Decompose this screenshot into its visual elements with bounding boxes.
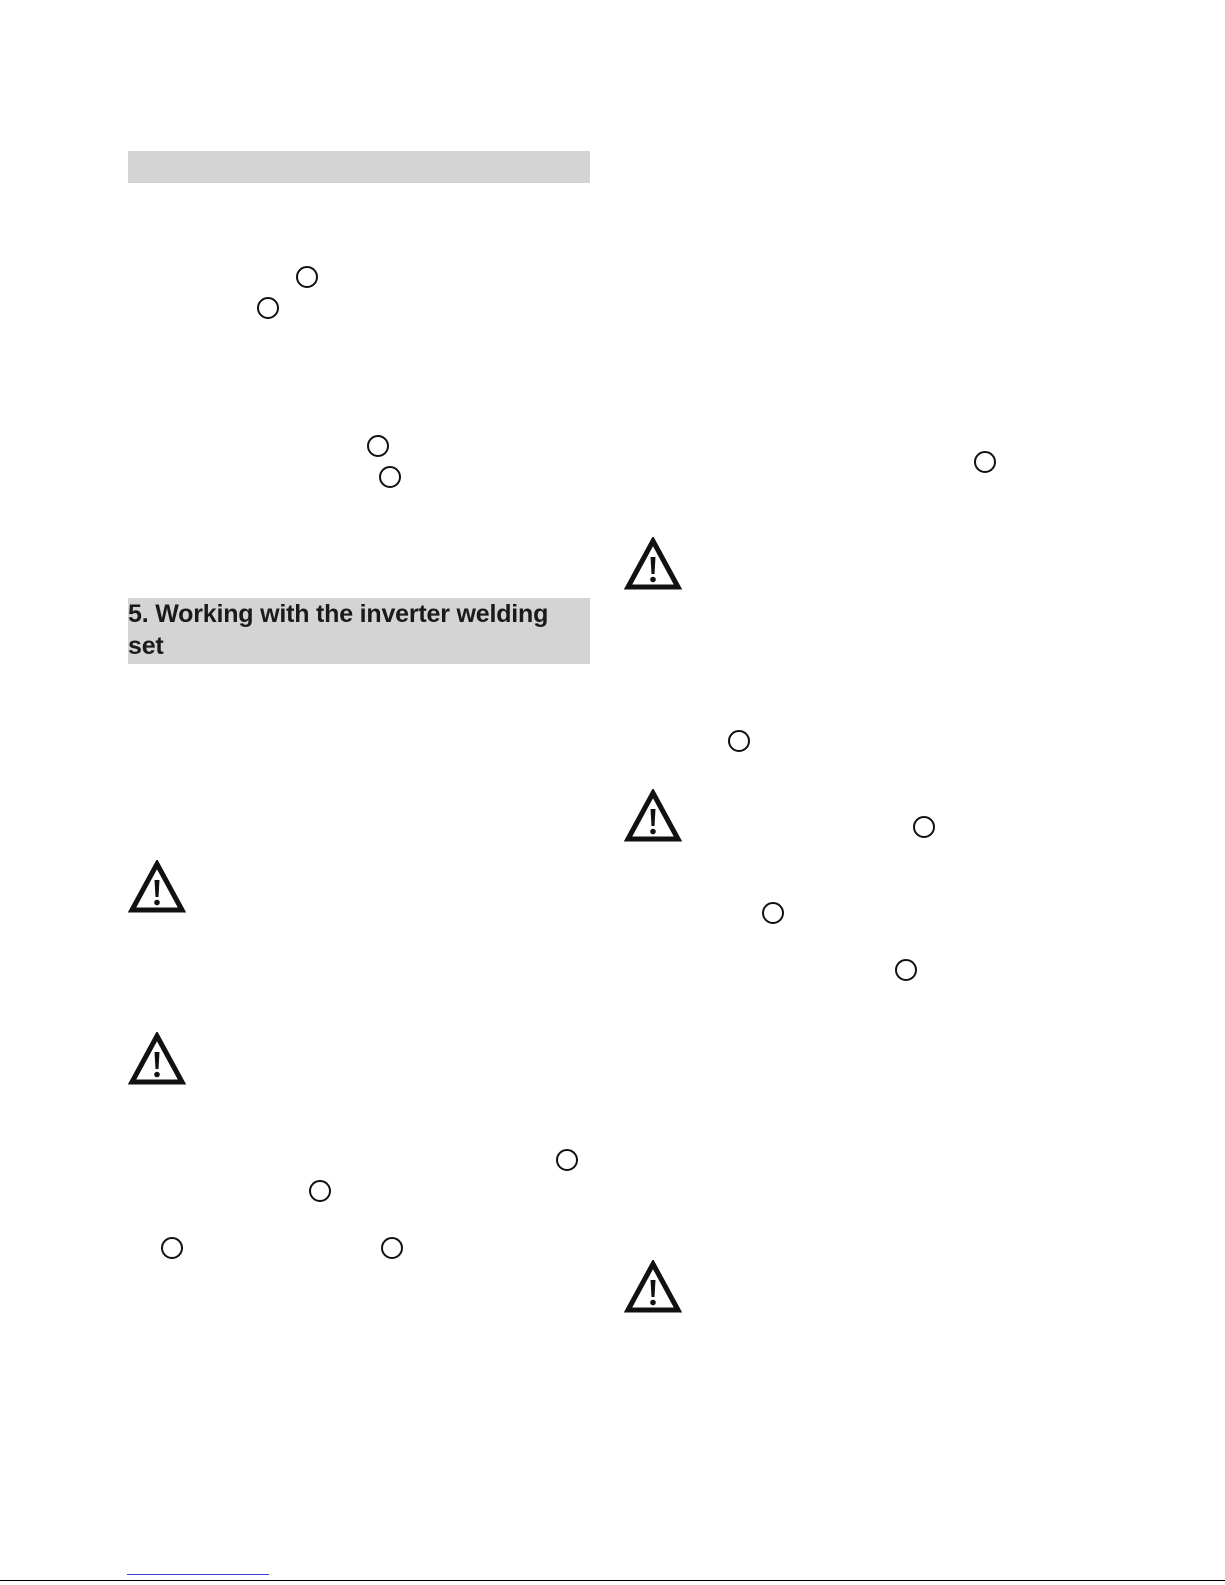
footer-link-underline[interactable] bbox=[127, 1574, 269, 1575]
warning-triangle-icon bbox=[128, 860, 186, 914]
warning-triangle-icon bbox=[624, 1260, 682, 1314]
section-title: 5. Working with the inverter welding set bbox=[128, 600, 549, 660]
warning-triangle-icon bbox=[128, 1032, 186, 1086]
warning-triangle-icon bbox=[624, 789, 682, 843]
reference-circle-icon bbox=[296, 266, 318, 288]
reference-circle-icon bbox=[381, 1237, 403, 1259]
section-heading bbox=[128, 598, 590, 664]
footer-rule bbox=[0, 1580, 1225, 1581]
reference-circle-icon bbox=[913, 816, 935, 838]
reference-circle-icon bbox=[728, 730, 750, 752]
warning-triangle-icon bbox=[624, 537, 682, 591]
reference-circle-icon bbox=[161, 1237, 183, 1259]
reference-circle-icon bbox=[895, 959, 917, 981]
reference-circle-icon bbox=[379, 466, 401, 488]
reference-circle-icon bbox=[974, 451, 996, 473]
reference-circle-icon bbox=[367, 435, 389, 457]
reference-circle-icon bbox=[762, 902, 784, 924]
reference-circle-icon bbox=[309, 1180, 331, 1202]
reference-circle-icon bbox=[556, 1149, 578, 1171]
top-heading-bar bbox=[128, 151, 590, 183]
reference-circle-icon bbox=[257, 297, 279, 319]
